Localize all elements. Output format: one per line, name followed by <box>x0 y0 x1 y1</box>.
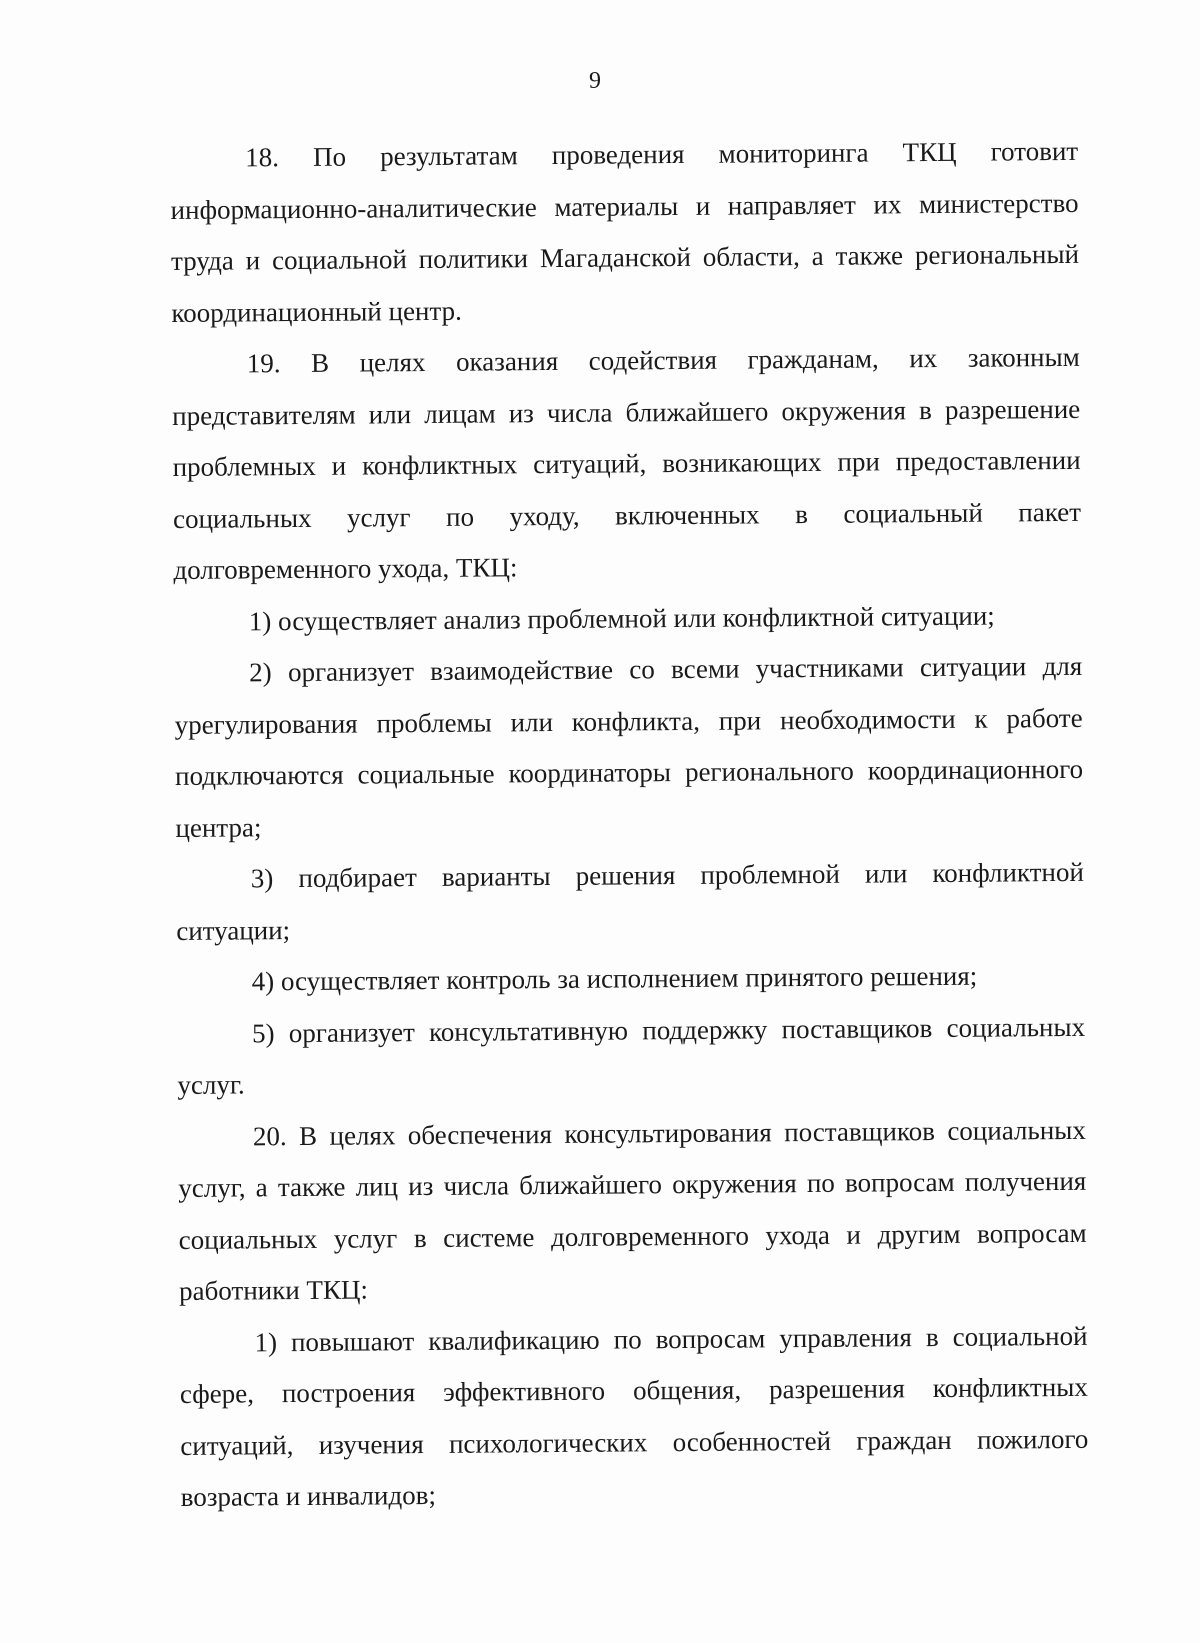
paragraph-19-item-2: 2) организует взаимодействие со всеми участниками ситуации для урегулирования проблемы или конфликта, при необходимости к работе подключаются социальные координаторы регионального координационного центра; <box>174 650 1084 843</box>
paragraph-19-item-3: 3) подбирает варианты решения проблемной или конфликтной ситуации; <box>176 856 1084 946</box>
page-number: 9 <box>589 68 601 94</box>
paragraph-19: 19. В целях оказания содействия гражданам, их законным представителям или лицам из числа ближайшего окружения в разрешение проблемных и конфликтных ситуаций, возникающих при предоставлении социальных услуг по уходу, включенных в социальный пакет долговременного ухода, ТКЦ: <box>172 341 1082 585</box>
document-body <box>170 126 1089 1524</box>
paragraph-19-item-5: 5) организует консультативную поддержку поставщиков социальных услуг. <box>177 1011 1086 1100</box>
paragraph-20: 20. В целях обеспечения консультирования поставщиков социальных услуг, а также лиц из числа ближайшего окружения по вопросам получения социальных услуг в системе долговременного ухода и другим вопросам работники ТКЦ: <box>178 1114 1087 1306</box>
paragraph-19-item-1: 1) осуществляет анализ проблемной или конфликтной ситуации; <box>248 600 995 636</box>
paragraph-18: 18. По результатам проведения мониторинга ТКЦ готовит информационно-аналитические материалы и направляет их министерство труда и социальной политики Магаданской области, а также региональный координационный центр. <box>170 135 1080 328</box>
paragraph-20-item-1: 1) повышают квалификацию по вопросам управления в социальной сфере, построения эффективного общения, разрешения конфликтных ситуаций, изучения психологических особенностей граждан пожилого возраста и инвалидов; <box>179 1320 1089 1512</box>
paragraph-19-item-4: 4) осуществляет контроль за исполнением принятого решения; <box>251 960 978 997</box>
